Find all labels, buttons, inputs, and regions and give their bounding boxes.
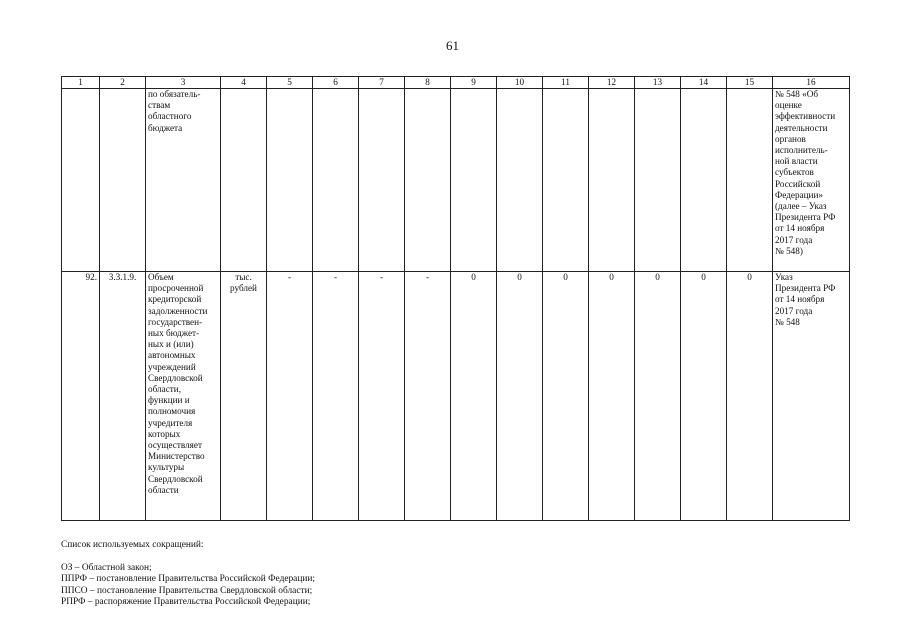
table-row <box>62 272 850 521</box>
abbreviation-item: ОЗ – Областной закон; <box>61 562 152 573</box>
value-cell <box>635 89 681 272</box>
abbreviation-item: ППРФ – постановление Правительства Российской Федерации; <box>61 574 315 584</box>
value-cell: 0 <box>451 272 497 521</box>
source-cell: № 548 «Об оценке эффективности деятельности органов исполнитель- ной власти субъектов Российской Федерации» (далее – Указ Президента РФ от 14 ноября 2017 года № 548) <box>773 89 850 272</box>
indicator-name-cell: по обязатель- ствам областного бюджета <box>146 89 221 272</box>
unit-cell: тыс. рублей <box>221 272 267 521</box>
header-cell: 1 <box>62 77 100 89</box>
header-cell: 4 <box>221 77 267 89</box>
header-cell: 6 <box>313 77 359 89</box>
header-cell: 12 <box>589 77 635 89</box>
header-cell: 13 <box>635 77 681 89</box>
value-cell <box>543 89 589 272</box>
header-cell: 11 <box>543 77 589 89</box>
header-cell: 2 <box>100 77 146 89</box>
value-cell <box>681 89 727 272</box>
value-cell <box>497 89 543 272</box>
source-cell: Указ Президента РФ от 14 ноября 2017 года № 548 <box>773 272 850 521</box>
indicator-code-cell <box>100 89 146 272</box>
indicator-code-cell: 3.3.1.9. <box>100 272 146 521</box>
row-number-cell <box>62 89 100 272</box>
header-cell: 7 <box>359 77 405 89</box>
indicator-name-cell: Объем просроченной кредиторской задолженности государствен- ных бюджет- ных и (или) автономных учреждений Свердловской области, функции и полномочия учредителя которых осуществляет Министерство культуры Свердловской области <box>146 272 221 521</box>
value-cell: 0 <box>727 272 773 521</box>
header-cell: 16 <box>773 77 850 89</box>
value-cell: - <box>405 272 451 521</box>
value-cell: 0 <box>589 272 635 521</box>
unit-cell <box>221 89 267 272</box>
header-cell: 8 <box>405 77 451 89</box>
abbreviations-title: Список используемых сокращений: <box>61 540 204 550</box>
abbreviations-list <box>61 540 315 609</box>
value-cell: - <box>313 272 359 521</box>
value-cell: 0 <box>681 272 727 521</box>
value-cell <box>451 89 497 272</box>
value-cell <box>727 89 773 272</box>
value-cell <box>267 89 313 272</box>
header-cell: 10 <box>497 77 543 89</box>
header-cell: 14 <box>681 77 727 89</box>
value-cell: 0 <box>543 272 589 521</box>
row-number-cell: 92. <box>62 272 100 521</box>
value-cell <box>313 89 359 272</box>
value-cell <box>405 89 451 272</box>
value-cell <box>589 89 635 272</box>
value-cell <box>359 89 405 272</box>
abbreviation-item: ППСО – постановление Правительства Свердловской области; <box>61 585 313 596</box>
header-cell: 3 <box>146 77 221 89</box>
abbreviation-item: РПРФ – распоряжение Правительства Российской Федерации; <box>61 597 311 607</box>
table-header-row <box>62 77 850 89</box>
indicators-table <box>61 76 850 521</box>
header-cell: 9 <box>451 77 497 89</box>
page-number: 61 <box>446 38 459 53</box>
value-cell: 0 <box>497 272 543 521</box>
table-row <box>62 89 850 272</box>
header-cell: 15 <box>727 77 773 89</box>
header-cell: 5 <box>267 77 313 89</box>
value-cell: - <box>267 272 313 521</box>
value-cell: 0 <box>635 272 681 521</box>
value-cell: - <box>359 272 405 521</box>
